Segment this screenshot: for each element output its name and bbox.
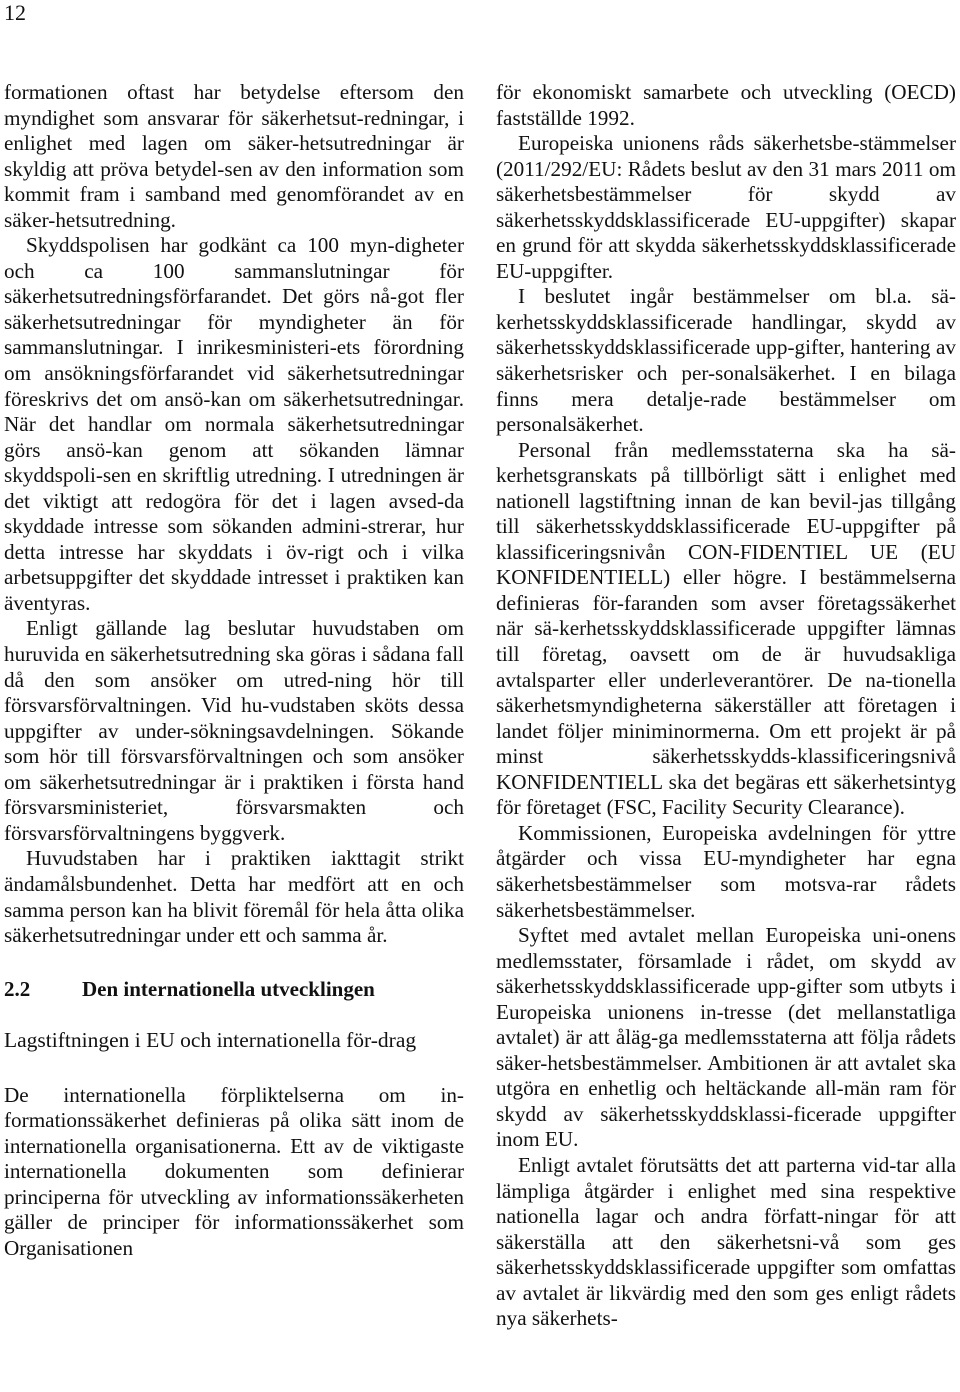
paragraph: Europeiska unionens råds säkerhetsbe-stämmelser (2011/292/EU: Rådets beslut av den 31 mars 2011 om säkerhetsbestämmelser för skydd av säkerhetsskyddsklassificerade EU-uppgifter) skapar en grund för att skydda säkerhetsskyddsklassificerade EU-uppgifter. bbox=[496, 131, 956, 283]
paragraph: formationen oftast har betydelse eftersom den myndighet som ansvarar för säkerhetsut-redningar, i enlighet med lagen om säker-hetsutredningar är skyldig att pröva betydel-sen av den information som kommit fram i samband med genomförandet av en säker-hetsutredning. bbox=[4, 80, 464, 232]
paragraph: Enligt gällande lag beslutar huvudstaben om huruvida en säkerhetsutredning ska göras i sådana fall då den som ansöker om utred-ning hör till försvarsförvaltningen. Vid hu-vudstaben sköts dessa uppgifter av under-sökningsavdelningen. Sökande som hör till försvarsförvaltningen och som ansöker om säkerhetsutredningar är i praktiken i första hand försvarsministeriet, försvarsmakten och försvarsförvaltningens byggverk. bbox=[4, 616, 464, 845]
paragraph: Enligt avtalet förutsätts det att parterna vid-tar alla lämpliga åtgärder i enlighet med sina respektive nationella lagar och andra författ-ningar för att säkerställa att den säkerhetsni-vå som ges säkerhetsskyddsklassificerade uppgifter som omfattas av avtalet är likvärdig med den som ges enligt rådets nya säkerhets- bbox=[496, 1152, 956, 1331]
paragraph: för ekonomiskt samarbete och utveckling (OECD) fastställde 1992. bbox=[496, 80, 956, 130]
paragraph: Syftet med avtalet mellan Europeiska uni-onens medlemsstater, församlade i rådet, om skydd av säkerhetsskyddsklassificerade upp-gifter som utbyts i Europeiska unionens in-tresse (det mellanstatliga avtalet) är att åläg-ga medlemsstaterna att följa rådets säker-hetsbestämmelser. Ambitionen är att avtalet ska utgöra en enhetlig och heltäckande all-män ram för skydd av säkerhetsskyddsklassi-ficerade uppgifter inom EU. bbox=[496, 923, 956, 1152]
right-column bbox=[496, 80, 956, 1332]
section-number: 2.2 bbox=[4, 976, 31, 1001]
section-heading bbox=[4, 976, 464, 1002]
left-column bbox=[4, 80, 464, 1261]
sub-heading: Lagstiftningen i EU och internationella för-drag bbox=[4, 1027, 417, 1052]
paragraph: Kommissionen, Europeiska avdelningen för yttre åtgärder och vissa EU-myndigheter har egna säkerhetsbestämmelser som motsva-rar rådets säkerhetsbestämmelser. bbox=[496, 820, 956, 922]
paragraph: Huvudstaben har i praktiken iakttagit strikt ändamålsbundenhet. Detta har medfört att en och samma person kan ha blivit föremål för hela åtta olika säkerhetsutredningar under ett och samma år. bbox=[4, 846, 464, 948]
section-title: Den internationella utvecklingen bbox=[82, 976, 375, 1001]
paragraph: I beslutet ingår bestämmelser om bl.a. sä-kerhetsskyddsklassificerade handlingar, skydd av säkerhetsskyddsklassificerade upp-gifter, hantering av säkerhetsrisker och per-sonalsäkerhet. I en bilaga finns mera detalje-rade bestämmelser om personalsäkerhet. bbox=[496, 284, 956, 437]
paragraph: Skyddspolisen har godkänt ca 100 myn-digheter och ca 100 sammanslutningar för säkerhetsutredningsförfarandet. Det görs nå-got fler säkerhetsutredningar för myndigheter än för sammanslutningar. I inrikesministeri-ets förordning om ansökningsförfarandet vid säkerhetsutredningar föreskrivs det om ansö-kan om säkerhetsutredningar. När det handlar om normala säkerhetsutredningar görs ansö-kan genom att sökanden lämnar skyddspoli-sen en skriftlig utredning. I utredningen är det viktigt att redogöra för det i lagen avsed-da skyddade intresse som sökanden admini-strerar, hur detta intresse har skyddats i öv-rigt och i vilka arbetsuppgifter det skyddade intresset i praktiken kan äventyras. bbox=[4, 233, 464, 615]
paragraph: Personal från medlemsstaterna ska ha sä-kerhetsgranskats på tillbörligt sätt i enlighet med nationell lagstiftning innan de kan bevil-jas tillgång till säkerhetsskyddsklassificerade EU-uppgifter på klassificeringsnivån CON-FIDENTIEL UE (EU KONFIDENTIELL) eller högre. I bestämmelserna definieras för-faranden som avser företagssäkerhet när sä-kerhetsskyddsklassificerade uppgifter lämnas till företag, oavsett om de är huvudsakliga avtalsparter eller underleverantörer. De na-tionella säkerhetsmyndigheterna säkerställer att företagen i landet följer miniminormerna. Om ett projekt är på minst säkerhetsskydds-klassificeringsnivå KONFIDENTIELL ska det begäras ett säkerhetsintyg för företaget (FSC, Facility Security Clearance). bbox=[496, 437, 956, 820]
paragraph: De internationella förpliktelserna om in-formationssäkerhet definieras på olika sätt inom de internationella organisationerna. Ett av de viktigaste internationella dokumenten som definierar principerna för utveckling av informationssäkerheten gäller de principer för informationssäkerhet som Organisationen bbox=[4, 1082, 464, 1260]
page-number: 12 bbox=[4, 0, 26, 25]
